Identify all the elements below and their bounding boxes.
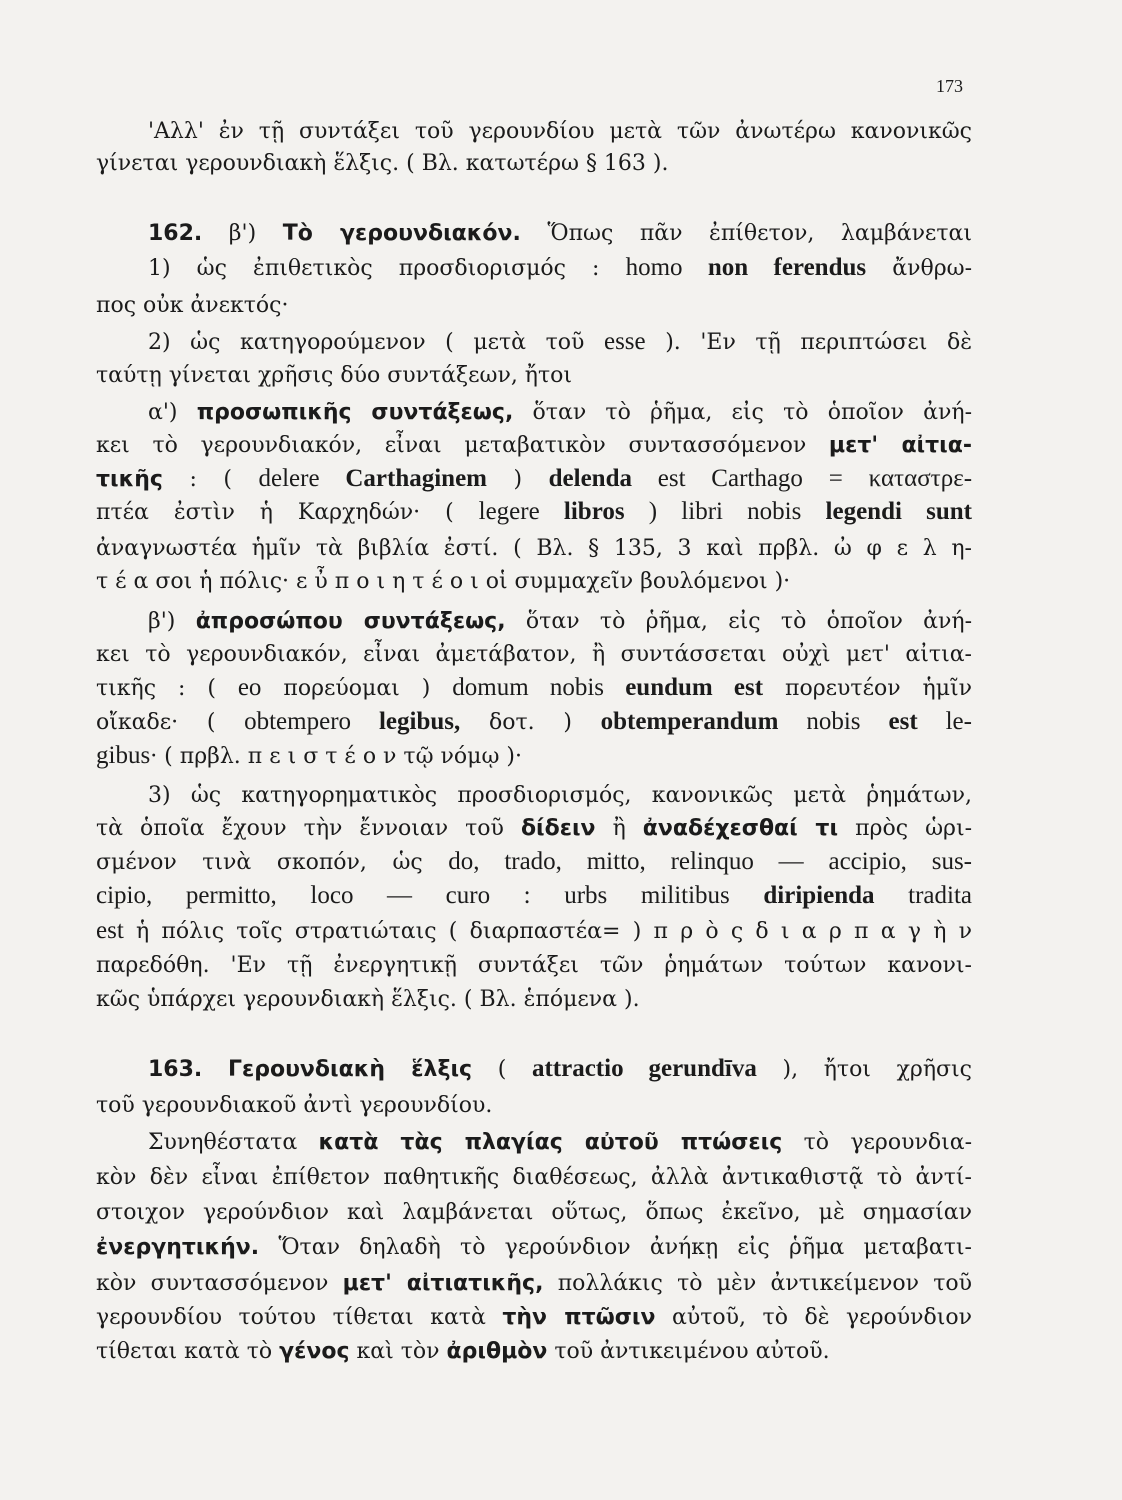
- text-line: γίνεται γερουνδιακὴ ἕλξις. ( Βλ. κατωτέρω § 163 ).: [96, 151, 669, 176]
- text-line: 2) ὡς κατηγορούμενον ( μετὰ τοῦ esse ). 'Εν τῇ περιπτώσει δὲ: [148, 328, 972, 355]
- text-line: est ἡ πόλις τοῖς στρατιώταις ( διαρπαστέα= ) π ρ ὸ ς δ ι α ρ π α γ ὴ ν: [96, 917, 972, 944]
- text-line: 'Αλλ' ἐν τῇ συντάξει τοῦ γερουνδίου μετὰ τῶν ἀνωτέρω κανονικῶς: [148, 119, 972, 144]
- page-number: 173: [936, 76, 963, 96]
- text-line: σμένον τινὰ σκοπόν, ὡς do, trado, mitto, relinquo — accipio, sus-: [96, 848, 972, 875]
- text-line: τοῦ γερουνδιακοῦ ἀντὶ γερουνδίου.: [96, 1093, 493, 1118]
- text-line: ταύτῃ γίνεται χρῆσις δύο συντάξεων, ἤτοι: [96, 363, 573, 388]
- text-line: α') προσωπικῆς συντάξεως, ὅταν τὸ ῥῆμα, εἰς τὸ ὁποῖον ἀνή-: [148, 400, 972, 425]
- text-line: gibus· ( πρβλ. π ε ι σ τ έ ο ν τῷ νόμῳ )·: [96, 742, 522, 769]
- text-line: τικῆς : ( eo πορεύομαι ) domum nobis eundum est πορευτέον ἡμῖν: [96, 674, 972, 701]
- text-line: κει τὸ γερουνδιακόν, εἶναι ἀμετάβατον, ἢ συντάσσεται οὐχὶ μετ' αἰτια-: [96, 642, 972, 667]
- text-line: cipio, permitto, loco — curo : urbs militibus diripienda tradita: [96, 882, 972, 909]
- text-line: στοιχον γερούνδιον καὶ λαμβάνεται οὕτως, ὅπως ἐκεῖνο, μὲ σημασίαν: [96, 1200, 972, 1225]
- text-line: 1) ὡς ἐπιθετικὸς προσδιορισμός : homo non ferendus ἄνθρω-: [148, 254, 972, 281]
- text-line: κὸν δὲν εἶναι ἐπίθετον παθητικῆς διαθέσεως, ἀλλὰ ἀντικαθιστᾷ τὸ ἀντί-: [96, 1165, 972, 1190]
- text-line: ἀναγνωστέα ἡμῖν τὰ βιβλία ἐστί. ( Βλ. § 135, 3 καὶ πρβλ. ὠ φ ε λ η-: [96, 536, 972, 561]
- text-line: ἐνεργητικήν. Ὅταν δηλαδὴ τὸ γερούνδιον ἀνήκῃ εἰς ῥῆμα μεταβατι-: [96, 1235, 972, 1260]
- text-line: Συνηθέστατα κατὰ τὰς πλαγίας αὐτοῦ πτώσεις τὸ γερουνδια-: [148, 1130, 972, 1155]
- section-heading-162: 162. β') Τὸ γερουνδιακόν. Ὅπως πᾶν ἐπίθετον, λαμβάνεται: [148, 221, 972, 246]
- text-line: τ έ α σοι ἡ πόλις· ε ὖ π ο ι η τ έ ο ι οἱ συμμαχεῖν βουλόμενοι )·: [96, 569, 791, 594]
- text-line: τὰ ὁποῖα ἔχουν τὴν ἔννοιαν τοῦ δίδειν ἢ ἀναδέχεσθαί τι πρὸς ὡρι-: [96, 816, 972, 841]
- text-line: β') ἀπροσώπου συντάξεως, ὅταν τὸ ῥῆμα, εἰς τὸ ὁποῖον ἀνή-: [148, 609, 972, 634]
- text-line: 3) ὡς κατηγορηματικὸς προσδιορισμός, κανονικῶς μετὰ ῥημάτων,: [148, 783, 972, 808]
- section-heading-163: 163. Γερουνδιακὴ ἕλξις ( attractio gerundīva ), ἤτοι χρῆσις: [148, 1055, 972, 1082]
- text-line: τίθεται κατὰ τὸ γένος καὶ τὸν ἀριθμὸν τοῦ ἀντικειμένου αὐτοῦ.: [96, 1339, 830, 1364]
- text-line: πτέα ἐστὶν ἡ Καρχηδών· ( legere libros ) libri nobis legendi sunt: [96, 498, 972, 525]
- text-line: γερουνδίου τούτου τίθεται κατὰ τὴν πτῶσιν αὐτοῦ, τὸ δὲ γερούνδιον: [96, 1305, 972, 1330]
- text-line: κὸν συντασσόμενον μετ' αἰτιατικῆς, πολλάκις τὸ μὲν ἀντικείμενον τοῦ: [96, 1271, 972, 1296]
- text-line: οἴκαδε· ( obtempero legibus, δοτ. ) obtemperandum nobis est le-: [96, 708, 972, 735]
- text-line: κῶς ὑπάρχει γερουνδιακὴ ἕλξις. ( Βλ. ἑπόμενα ).: [96, 987, 640, 1012]
- text-line: πος οὐκ ἀνεκτός·: [96, 293, 289, 318]
- text-line: παρεδόθη. 'Εν τῇ ἐνεργητικῇ συντάξει τῶν ῥημάτων τούτων κανονι-: [96, 953, 972, 978]
- text-line: τικῆς : ( delere Carthaginem ) delenda est Carthago = καταστρε-: [96, 465, 972, 492]
- text-line: κει τὸ γερουνδιακόν, εἶναι μεταβατικὸν συντασσόμενον μετ' αἰτια-: [96, 433, 972, 458]
